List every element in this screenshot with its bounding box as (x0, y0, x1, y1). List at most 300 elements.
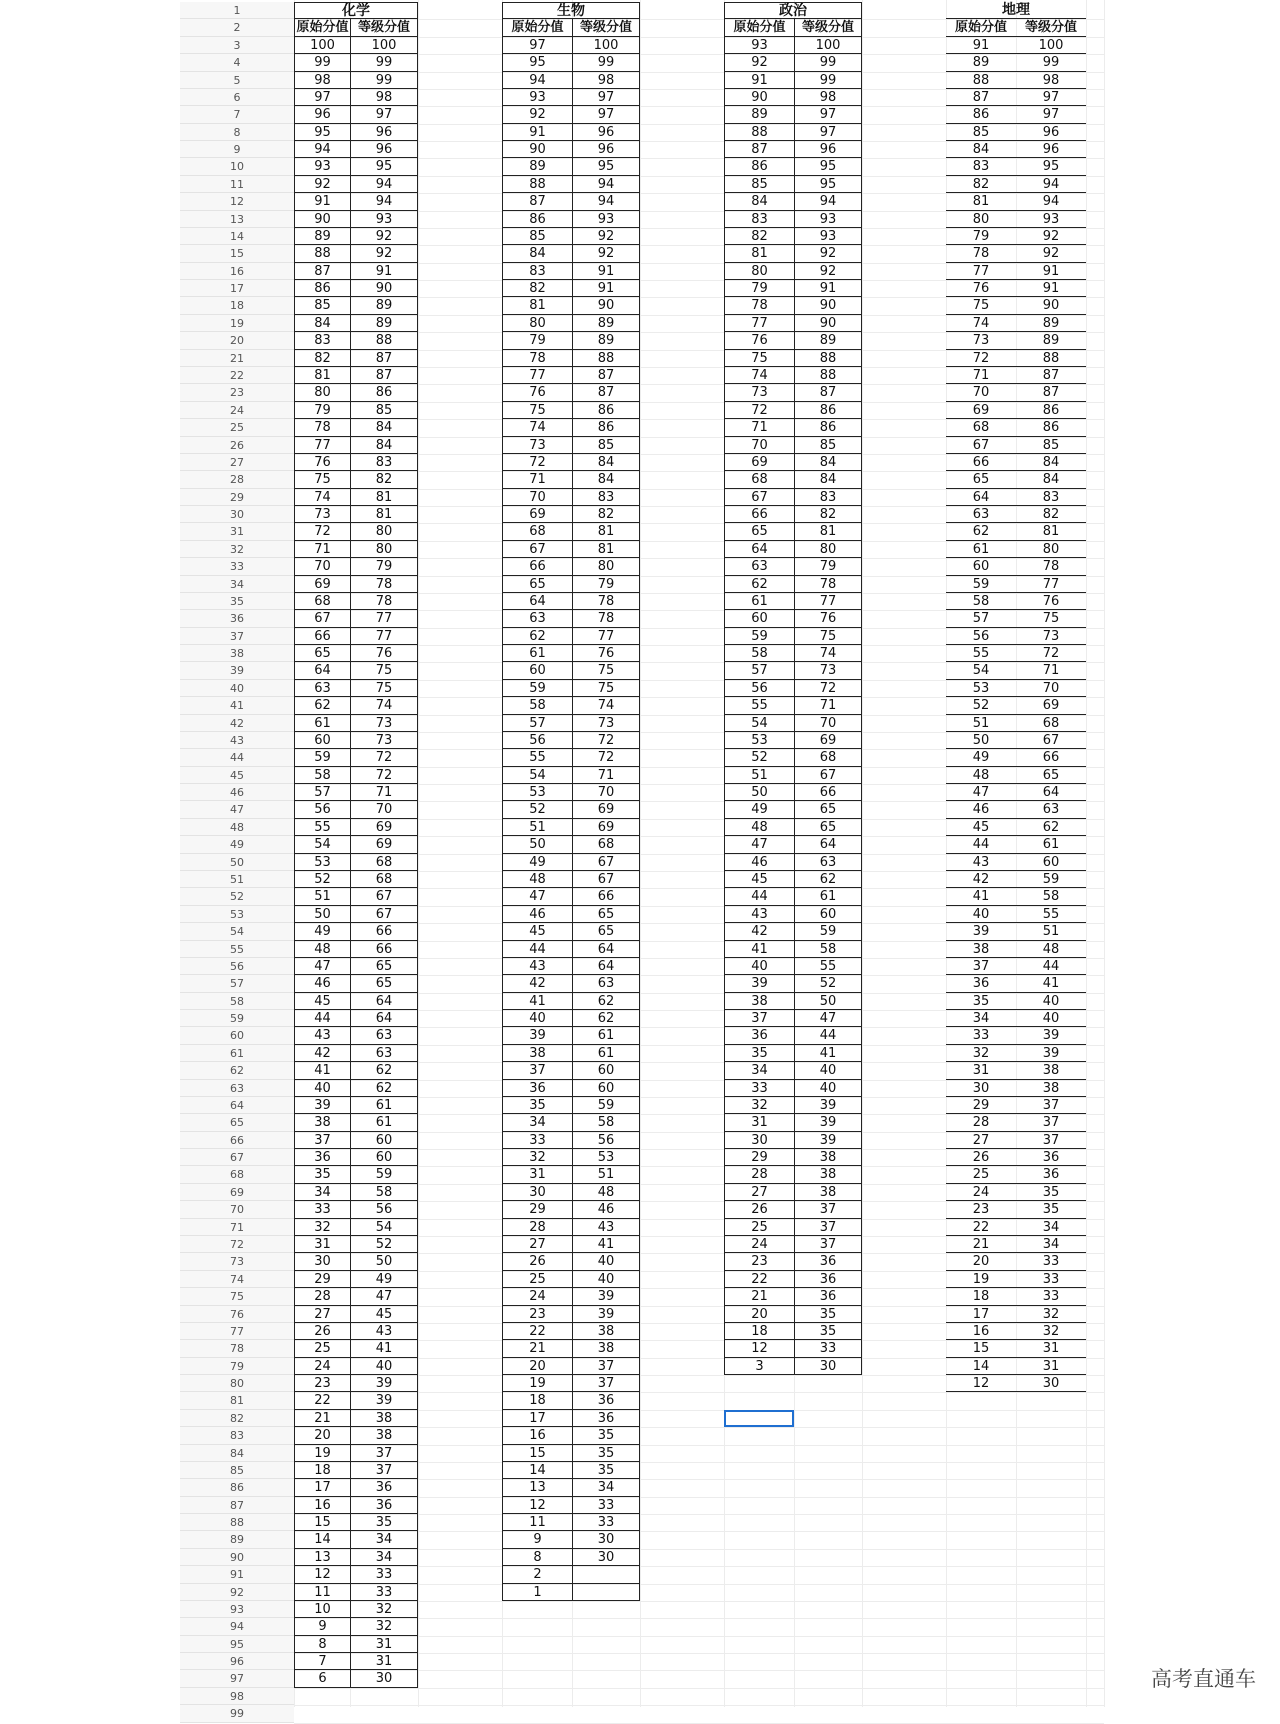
grade-score-cell[interactable]: 86 (1016, 402, 1086, 419)
grade-score-cell[interactable]: 30 (572, 1531, 640, 1548)
raw-score-cell[interactable]: 86 (724, 158, 794, 175)
raw-score-cell[interactable]: 78 (724, 297, 794, 314)
row-header[interactable]: 69 (180, 1184, 294, 1201)
row-header[interactable]: 91 (180, 1566, 294, 1583)
raw-score-cell[interactable]: 15 (502, 1445, 572, 1462)
raw-score-cell[interactable]: 6 (294, 1670, 350, 1687)
grade-score-cell[interactable]: 39 (794, 1132, 862, 1149)
raw-score-cell[interactable]: 82 (502, 280, 572, 297)
grade-score-cell[interactable]: 44 (1016, 958, 1086, 975)
grade-score-cell[interactable]: 93 (794, 228, 862, 245)
grade-score-cell[interactable]: 60 (794, 906, 862, 923)
grade-score-cell[interactable]: 82 (572, 506, 640, 523)
raw-score-cell[interactable]: 57 (724, 662, 794, 679)
grade-score-cell[interactable]: 77 (1016, 576, 1086, 593)
row-header[interactable]: 24 (180, 402, 294, 419)
raw-score-cell[interactable]: 77 (502, 367, 572, 384)
grade-score-cell[interactable]: 36 (794, 1288, 862, 1305)
raw-score-cell[interactable]: 48 (502, 871, 572, 888)
row-header[interactable]: 72 (180, 1236, 294, 1253)
grade-score-cell[interactable]: 94 (1016, 176, 1086, 193)
raw-score-cell[interactable]: 64 (946, 489, 1016, 506)
raw-score-cell[interactable]: 23 (502, 1306, 572, 1323)
grade-score-cell[interactable]: 60 (572, 1062, 640, 1079)
grade-score-cell[interactable]: 96 (350, 141, 418, 158)
grade-score-cell[interactable]: 64 (350, 993, 418, 1010)
raw-score-cell[interactable]: 47 (502, 888, 572, 905)
row-header[interactable]: 20 (180, 332, 294, 349)
raw-score-cell[interactable]: 88 (502, 176, 572, 193)
raw-score-cell[interactable]: 33 (502, 1132, 572, 1149)
raw-score-cell[interactable]: 30 (502, 1184, 572, 1201)
raw-score-cell[interactable]: 22 (724, 1271, 794, 1288)
grade-score-cell[interactable]: 87 (794, 384, 862, 401)
raw-score-cell[interactable]: 39 (294, 1097, 350, 1114)
raw-score-cell[interactable]: 62 (294, 697, 350, 714)
raw-score-cell[interactable]: 94 (294, 141, 350, 158)
raw-score-cell[interactable]: 15 (946, 1340, 1016, 1357)
grade-score-cell[interactable]: 87 (572, 367, 640, 384)
raw-score-cell[interactable]: 12 (502, 1497, 572, 1514)
grade-score-cell[interactable]: 58 (350, 1184, 418, 1201)
row-header[interactable]: 7 (180, 106, 294, 123)
raw-score-cell[interactable]: 83 (502, 263, 572, 280)
grade-score-cell[interactable]: 89 (350, 297, 418, 314)
raw-score-cell[interactable]: 69 (724, 454, 794, 471)
grade-score-cell[interactable]: 81 (794, 523, 862, 540)
row-header[interactable]: 81 (180, 1392, 294, 1409)
row-header[interactable]: 30 (180, 506, 294, 523)
raw-score-cell[interactable]: 28 (294, 1288, 350, 1305)
grade-score-cell[interactable]: 85 (572, 437, 640, 454)
raw-score-cell[interactable]: 27 (502, 1236, 572, 1253)
grade-score-cell[interactable]: 41 (572, 1236, 640, 1253)
raw-score-cell[interactable]: 41 (294, 1062, 350, 1079)
row-header[interactable]: 56 (180, 958, 294, 975)
raw-score-cell[interactable]: 51 (294, 888, 350, 905)
grade-score-cell[interactable]: 81 (350, 489, 418, 506)
raw-score-cell[interactable]: 38 (724, 993, 794, 1010)
raw-score-cell[interactable]: 78 (502, 350, 572, 367)
grade-score-cell[interactable]: 77 (350, 610, 418, 627)
grade-score-cell[interactable]: 73 (1016, 628, 1086, 645)
grade-score-cell[interactable]: 95 (572, 158, 640, 175)
grade-score-cell[interactable]: 80 (350, 541, 418, 558)
raw-score-cell[interactable]: 50 (724, 784, 794, 801)
grade-score-cell[interactable]: 55 (1016, 906, 1086, 923)
raw-score-cell[interactable]: 59 (946, 576, 1016, 593)
raw-score-cell[interactable]: 67 (502, 541, 572, 558)
raw-score-cell[interactable]: 65 (724, 523, 794, 540)
raw-score-cell[interactable]: 56 (502, 732, 572, 749)
raw-score-cell[interactable]: 93 (294, 158, 350, 175)
raw-score-cell[interactable]: 65 (946, 471, 1016, 488)
grade-score-cell[interactable]: 86 (572, 402, 640, 419)
raw-score-cell[interactable]: 56 (946, 628, 1016, 645)
row-header[interactable]: 90 (180, 1549, 294, 1566)
grade-score-cell[interactable]: 72 (1016, 645, 1086, 662)
grade-score-cell[interactable]: 32 (350, 1618, 418, 1635)
grade-score-cell[interactable]: 38 (572, 1323, 640, 1340)
grade-score-cell[interactable]: 50 (794, 993, 862, 1010)
grade-score-cell[interactable]: 36 (350, 1497, 418, 1514)
raw-score-cell[interactable]: 81 (724, 245, 794, 262)
raw-score-cell[interactable]: 28 (946, 1114, 1016, 1131)
row-header[interactable]: 53 (180, 906, 294, 923)
grade-score-cell[interactable]: 41 (350, 1340, 418, 1357)
raw-score-cell[interactable]: 55 (946, 645, 1016, 662)
grade-score-cell[interactable]: 96 (572, 124, 640, 141)
raw-score-cell[interactable]: 59 (724, 628, 794, 645)
raw-score-cell[interactable]: 76 (294, 454, 350, 471)
grade-score-cell[interactable]: 67 (794, 767, 862, 784)
raw-score-cell[interactable]: 55 (724, 697, 794, 714)
raw-score-cell[interactable]: 80 (724, 263, 794, 280)
raw-score-cell[interactable]: 19 (946, 1271, 1016, 1288)
row-header[interactable]: 5 (180, 72, 294, 89)
row-header[interactable]: 48 (180, 819, 294, 836)
row-header[interactable]: 43 (180, 732, 294, 749)
raw-score-cell[interactable]: 64 (294, 662, 350, 679)
grade-score-cell[interactable]: 61 (572, 1027, 640, 1044)
raw-score-cell[interactable]: 64 (724, 541, 794, 558)
grade-score-cell[interactable]: 80 (572, 558, 640, 575)
raw-score-cell[interactable]: 45 (946, 819, 1016, 836)
grade-score-cell[interactable]: 84 (794, 471, 862, 488)
raw-score-cell[interactable]: 21 (502, 1340, 572, 1357)
raw-score-cell[interactable]: 71 (294, 541, 350, 558)
grade-score-cell[interactable]: 66 (572, 888, 640, 905)
row-header[interactable]: 28 (180, 471, 294, 488)
raw-score-cell[interactable]: 24 (502, 1288, 572, 1305)
row-header[interactable]: 66 (180, 1132, 294, 1149)
row-header[interactable]: 68 (180, 1166, 294, 1183)
grade-score-cell[interactable]: 37 (572, 1375, 640, 1392)
raw-score-cell[interactable]: 87 (946, 89, 1016, 106)
raw-score-cell[interactable]: 21 (724, 1288, 794, 1305)
grade-score-cell[interactable]: 78 (794, 576, 862, 593)
raw-score-cell[interactable]: 87 (502, 193, 572, 210)
raw-score-cell[interactable]: 58 (502, 697, 572, 714)
raw-score-cell[interactable]: 53 (724, 732, 794, 749)
raw-score-cell[interactable]: 8 (294, 1636, 350, 1653)
raw-score-cell[interactable]: 84 (294, 315, 350, 332)
grade-score-cell[interactable]: 51 (572, 1166, 640, 1183)
raw-score-cell[interactable]: 68 (294, 593, 350, 610)
grade-score-cell[interactable]: 84 (572, 471, 640, 488)
grade-score-cell[interactable]: 67 (572, 871, 640, 888)
raw-score-cell[interactable]: 42 (294, 1045, 350, 1062)
row-header[interactable]: 37 (180, 628, 294, 645)
grade-score-cell[interactable]: 35 (572, 1427, 640, 1444)
raw-score-cell[interactable]: 18 (724, 1323, 794, 1340)
row-header[interactable]: 1 (180, 2, 294, 19)
raw-score-cell[interactable]: 68 (502, 523, 572, 540)
raw-score-cell[interactable]: 97 (294, 89, 350, 106)
raw-score-cell[interactable]: 60 (946, 558, 1016, 575)
raw-score-cell[interactable]: 90 (724, 89, 794, 106)
grade-score-cell[interactable]: 92 (350, 245, 418, 262)
row-header[interactable]: 79 (180, 1358, 294, 1375)
row-header[interactable]: 77 (180, 1323, 294, 1340)
raw-score-cell[interactable]: 51 (946, 715, 1016, 732)
raw-score-cell[interactable]: 17 (294, 1479, 350, 1496)
row-header[interactable]: 34 (180, 576, 294, 593)
row-header[interactable]: 10 (180, 158, 294, 175)
raw-score-cell[interactable]: 67 (946, 437, 1016, 454)
grade-score-cell[interactable]: 100 (1016, 37, 1086, 54)
grade-score-cell[interactable]: 35 (1016, 1201, 1086, 1218)
grade-score-cell[interactable]: 65 (794, 819, 862, 836)
grade-score-cell[interactable]: 40 (350, 1358, 418, 1375)
raw-score-cell[interactable]: 28 (724, 1166, 794, 1183)
grade-score-cell[interactable]: 92 (794, 263, 862, 280)
raw-score-cell[interactable]: 34 (946, 1010, 1016, 1027)
raw-score-cell[interactable]: 82 (946, 176, 1016, 193)
raw-score-cell[interactable]: 20 (294, 1427, 350, 1444)
raw-score-cell[interactable]: 82 (724, 228, 794, 245)
grade-score-cell[interactable]: 96 (1016, 141, 1086, 158)
grade-score-cell[interactable]: 59 (1016, 871, 1086, 888)
raw-score-cell[interactable]: 24 (724, 1236, 794, 1253)
raw-score-cell[interactable]: 60 (294, 732, 350, 749)
raw-score-cell[interactable]: 75 (502, 402, 572, 419)
grade-score-cell[interactable]: 67 (350, 888, 418, 905)
row-header[interactable]: 82 (180, 1410, 294, 1427)
raw-score-cell[interactable]: 70 (724, 437, 794, 454)
grade-score-cell[interactable]: 34 (572, 1479, 640, 1496)
raw-score-cell[interactable]: 95 (294, 124, 350, 141)
grade-score-cell[interactable]: 86 (572, 419, 640, 436)
grade-score-cell[interactable]: 98 (572, 72, 640, 89)
grade-score-cell[interactable]: 56 (572, 1132, 640, 1149)
grade-score-cell[interactable]: 84 (1016, 454, 1086, 471)
raw-score-cell[interactable]: 39 (502, 1027, 572, 1044)
grade-score-cell[interactable]: 75 (350, 680, 418, 697)
raw-score-cell[interactable]: 66 (724, 506, 794, 523)
grade-score-cell[interactable]: 92 (1016, 228, 1086, 245)
raw-score-cell[interactable]: 97 (502, 37, 572, 54)
raw-score-cell[interactable]: 89 (502, 158, 572, 175)
raw-score-cell[interactable]: 48 (724, 819, 794, 836)
raw-score-cell[interactable]: 19 (294, 1445, 350, 1462)
grade-score-cell[interactable]: 95 (794, 158, 862, 175)
raw-score-cell[interactable]: 16 (294, 1497, 350, 1514)
grade-score-cell[interactable]: 37 (350, 1462, 418, 1479)
grade-score-cell[interactable]: 30 (794, 1358, 862, 1375)
grade-score-cell[interactable]: 58 (794, 941, 862, 958)
grade-score-cell[interactable]: 71 (350, 784, 418, 801)
raw-score-cell[interactable]: 18 (946, 1288, 1016, 1305)
row-header[interactable]: 12 (180, 193, 294, 210)
raw-score-cell[interactable]: 30 (294, 1253, 350, 1270)
grade-score-cell[interactable]: 38 (350, 1427, 418, 1444)
raw-score-cell[interactable]: 41 (946, 888, 1016, 905)
grade-score-cell[interactable]: 78 (1016, 558, 1086, 575)
raw-score-cell[interactable]: 25 (946, 1166, 1016, 1183)
raw-score-cell[interactable]: 13 (502, 1479, 572, 1496)
grade-score-cell[interactable]: 73 (794, 662, 862, 679)
grade-score-cell[interactable]: 32 (1016, 1306, 1086, 1323)
grade-score-cell[interactable]: 85 (350, 402, 418, 419)
grade-score-cell[interactable]: 96 (794, 141, 862, 158)
grade-score-cell[interactable]: 48 (1016, 941, 1086, 958)
row-header[interactable]: 54 (180, 923, 294, 940)
row-header[interactable]: 65 (180, 1114, 294, 1131)
grade-score-cell[interactable]: 88 (572, 350, 640, 367)
grade-score-cell[interactable]: 82 (350, 471, 418, 488)
grade-score-cell[interactable]: 92 (572, 245, 640, 262)
grade-score-cell[interactable]: 54 (350, 1219, 418, 1236)
raw-score-cell[interactable]: 53 (502, 784, 572, 801)
raw-score-cell[interactable]: 46 (724, 854, 794, 871)
grade-score-cell[interactable]: 67 (572, 854, 640, 871)
grade-score-cell[interactable]: 61 (572, 1045, 640, 1062)
grade-score-cell[interactable]: 96 (1016, 124, 1086, 141)
grade-score-cell[interactable]: 60 (350, 1132, 418, 1149)
raw-score-cell[interactable]: 27 (946, 1132, 1016, 1149)
grade-score-cell[interactable]: 39 (794, 1114, 862, 1131)
grade-score-cell[interactable]: 93 (350, 211, 418, 228)
grade-score-cell[interactable]: 83 (572, 489, 640, 506)
raw-score-cell[interactable]: 29 (946, 1097, 1016, 1114)
raw-score-cell[interactable]: 83 (724, 211, 794, 228)
row-header[interactable]: 59 (180, 1010, 294, 1027)
grade-score-cell[interactable]: 100 (350, 37, 418, 54)
row-header[interactable]: 96 (180, 1653, 294, 1670)
grade-score-cell[interactable]: 93 (1016, 211, 1086, 228)
row-header[interactable]: 45 (180, 767, 294, 784)
grade-score-cell[interactable]: 97 (1016, 89, 1086, 106)
grade-score-cell[interactable]: 32 (1016, 1323, 1086, 1340)
raw-score-cell[interactable]: 51 (502, 819, 572, 836)
raw-score-cell[interactable]: 53 (294, 854, 350, 871)
grade-score-cell[interactable]: 32 (350, 1601, 418, 1618)
raw-score-cell[interactable]: 83 (946, 158, 1016, 175)
grade-score-cell[interactable]: 86 (794, 402, 862, 419)
grade-score-cell[interactable]: 67 (1016, 732, 1086, 749)
raw-score-cell[interactable]: 43 (294, 1027, 350, 1044)
grade-score-cell[interactable]: 41 (794, 1045, 862, 1062)
grade-score-cell[interactable]: 97 (794, 124, 862, 141)
raw-score-cell[interactable]: 24 (294, 1358, 350, 1375)
grade-score-cell[interactable]: 77 (350, 628, 418, 645)
grade-score-cell[interactable]: 60 (350, 1149, 418, 1166)
raw-score-cell[interactable]: 17 (946, 1306, 1016, 1323)
grade-score-cell[interactable]: 36 (572, 1410, 640, 1427)
grade-score-cell[interactable]: 69 (350, 819, 418, 836)
raw-score-cell[interactable]: 12 (946, 1375, 1016, 1392)
grade-score-cell[interactable]: 86 (350, 384, 418, 401)
raw-score-cell[interactable]: 37 (294, 1132, 350, 1149)
raw-score-cell[interactable]: 50 (294, 906, 350, 923)
grade-score-cell[interactable]: 96 (572, 141, 640, 158)
raw-score-cell[interactable]: 35 (946, 993, 1016, 1010)
raw-score-cell[interactable]: 14 (946, 1358, 1016, 1375)
grade-score-cell[interactable]: 36 (794, 1271, 862, 1288)
raw-score-cell[interactable]: 20 (946, 1253, 1016, 1270)
raw-score-cell[interactable]: 86 (946, 106, 1016, 123)
raw-score-cell[interactable]: 45 (724, 871, 794, 888)
raw-score-cell[interactable]: 33 (294, 1201, 350, 1218)
raw-score-cell[interactable]: 90 (502, 141, 572, 158)
raw-score-cell[interactable]: 55 (294, 819, 350, 836)
grade-score-cell[interactable]: 60 (572, 1080, 640, 1097)
raw-score-cell[interactable]: 68 (946, 419, 1016, 436)
grade-score-cell[interactable]: 33 (350, 1584, 418, 1601)
grade-score-cell[interactable]: 68 (350, 854, 418, 871)
grade-score-cell[interactable]: 68 (572, 836, 640, 853)
grade-score-cell[interactable]: 97 (572, 89, 640, 106)
row-header[interactable]: 61 (180, 1045, 294, 1062)
raw-score-cell[interactable]: 66 (502, 558, 572, 575)
raw-score-cell[interactable]: 18 (502, 1392, 572, 1409)
raw-score-cell[interactable]: 91 (946, 37, 1016, 54)
raw-score-cell[interactable]: 46 (946, 801, 1016, 818)
grade-score-cell[interactable]: 69 (794, 732, 862, 749)
raw-score-cell[interactable]: 16 (946, 1323, 1016, 1340)
grade-score-cell[interactable]: 55 (794, 958, 862, 975)
raw-score-cell[interactable]: 61 (946, 541, 1016, 558)
grade-score-cell[interactable]: 37 (1016, 1114, 1086, 1131)
grade-score-cell[interactable]: 46 (572, 1201, 640, 1218)
raw-score-cell[interactable]: 35 (294, 1166, 350, 1183)
grade-score-cell[interactable]: 35 (350, 1514, 418, 1531)
raw-score-cell[interactable]: 32 (946, 1045, 1016, 1062)
row-header[interactable]: 63 (180, 1080, 294, 1097)
raw-score-cell[interactable]: 85 (946, 124, 1016, 141)
raw-score-cell[interactable]: 79 (502, 332, 572, 349)
grade-score-cell[interactable]: 33 (1016, 1288, 1086, 1305)
grade-score-cell[interactable]: 93 (572, 211, 640, 228)
row-header[interactable]: 25 (180, 419, 294, 436)
grade-score-cell[interactable]: 80 (350, 523, 418, 540)
raw-score-cell[interactable]: 62 (502, 628, 572, 645)
grade-score-cell[interactable]: 39 (350, 1375, 418, 1392)
grade-score-cell[interactable]: 91 (794, 280, 862, 297)
grade-score-cell[interactable]: 92 (572, 228, 640, 245)
grade-score-cell[interactable]: 31 (1016, 1340, 1086, 1357)
grade-score-cell[interactable]: 53 (572, 1149, 640, 1166)
raw-score-cell[interactable]: 78 (294, 419, 350, 436)
raw-score-cell[interactable]: 83 (294, 332, 350, 349)
raw-score-cell[interactable]: 25 (294, 1340, 350, 1357)
grade-score-cell[interactable]: 40 (572, 1253, 640, 1270)
grade-score-cell[interactable]: 95 (350, 158, 418, 175)
grade-score-cell[interactable]: 66 (350, 923, 418, 940)
raw-score-cell[interactable]: 75 (294, 471, 350, 488)
grade-score-cell[interactable]: 35 (794, 1323, 862, 1340)
grade-score-cell[interactable]: 79 (572, 576, 640, 593)
raw-score-cell[interactable]: 36 (946, 975, 1016, 992)
grade-score-cell[interactable]: 33 (794, 1340, 862, 1357)
row-header[interactable]: 76 (180, 1306, 294, 1323)
raw-score-cell[interactable]: 13 (294, 1549, 350, 1566)
raw-score-cell[interactable]: 57 (502, 715, 572, 732)
grade-score-cell[interactable]: 65 (794, 801, 862, 818)
grade-score-cell[interactable]: 36 (794, 1253, 862, 1270)
raw-score-cell[interactable]: 25 (724, 1219, 794, 1236)
raw-score-cell[interactable]: 72 (946, 350, 1016, 367)
row-header[interactable]: 44 (180, 749, 294, 766)
grade-score-cell[interactable]: 65 (1016, 767, 1086, 784)
grade-score-cell[interactable]: 39 (794, 1097, 862, 1114)
grade-score-cell[interactable]: 38 (794, 1184, 862, 1201)
raw-score-cell[interactable]: 59 (502, 680, 572, 697)
raw-score-cell[interactable]: 76 (724, 332, 794, 349)
grade-score-cell[interactable]: 98 (1016, 72, 1086, 89)
raw-score-cell[interactable]: 72 (502, 454, 572, 471)
